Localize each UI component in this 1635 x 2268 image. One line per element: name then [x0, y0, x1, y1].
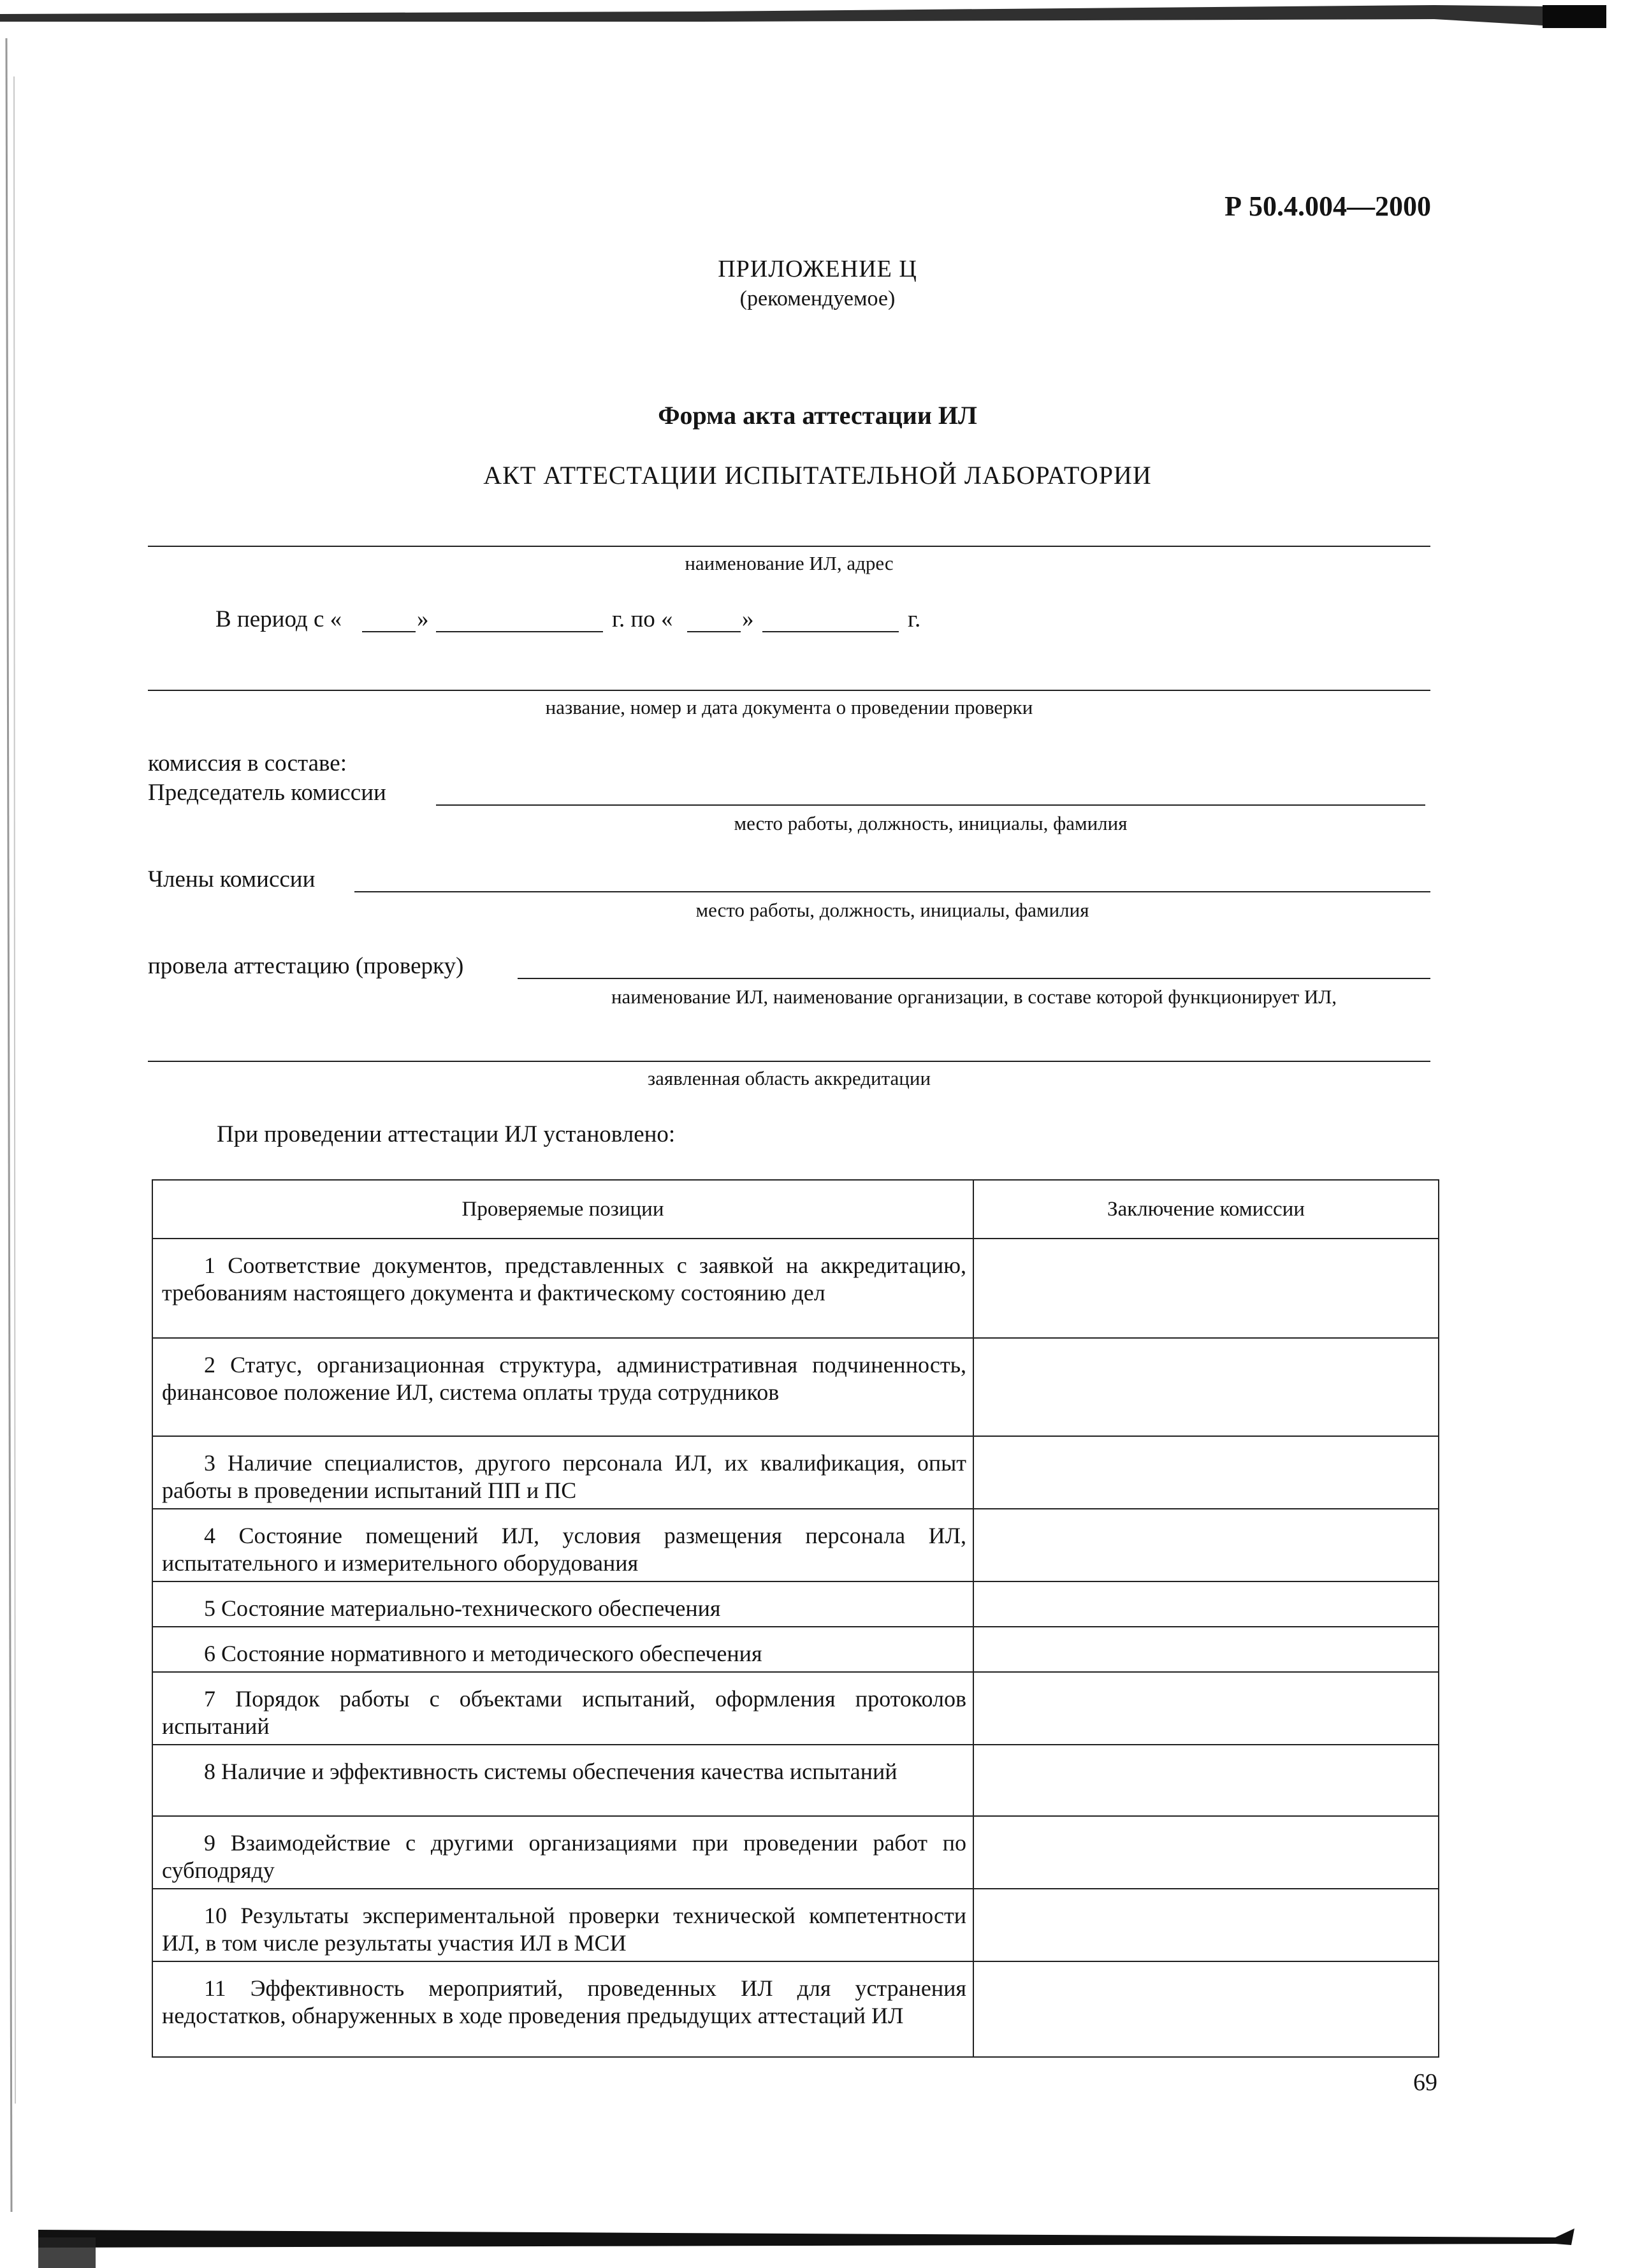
checked-position: 2 Статус, организационная структура, административная подчиненность, финансовое положение ИЛ, система оплаты труда сотрудников	[152, 1338, 973, 1436]
table-row	[152, 1581, 1439, 1627]
period-to-label: г. по «	[612, 606, 673, 632]
column-header-conclusion: Заключение комиссии	[973, 1180, 1439, 1239]
period-month-to-line	[762, 631, 899, 632]
period-month-from-line	[436, 631, 603, 632]
chairman-line	[436, 804, 1425, 806]
intro-text: При проведении аттестации ИЛ установлено:	[217, 1121, 676, 1147]
members-label: Члены комиссии	[148, 866, 316, 892]
table-row	[152, 1889, 1439, 1961]
table-row	[152, 1509, 1439, 1581]
table-row	[152, 1961, 1439, 2057]
chairman-caption: место работы, должность, инициалы, фамилия	[734, 812, 1128, 834]
conducted-line	[518, 978, 1430, 979]
lab-name-line	[148, 546, 1430, 547]
conclusion-cell[interactable]	[973, 1338, 1439, 1436]
period-day-from-line	[362, 631, 416, 632]
appendix-title: ПРИЛОЖЕНИЕ Ц	[718, 256, 917, 282]
conclusion-cell[interactable]	[973, 1745, 1439, 1816]
appendix-status: (рекомендуемое)	[739, 287, 896, 310]
checked-position: 6 Состояние нормативного и методического обеспечения	[152, 1627, 973, 1672]
scan-edge-top	[0, 0, 1635, 32]
act-title: АКТ АТТЕСТАЦИИ ИСПЫТАТЕЛЬНОЙ ЛАБОРАТОРИИ	[483, 461, 1152, 490]
conclusion-cell[interactable]	[973, 1961, 1439, 2057]
checked-position: 1 Соответствие документов, представленных с заявкой на аккредитацию, требованиям настоящего документа и фактическому состоянию дел	[152, 1239, 973, 1338]
checked-position: 11 Эффективность мероприятий, проведенных ИЛ для устранения недостатков, обнаруженных в ходе проведения предыдущих аттестаций ИЛ	[152, 1961, 973, 2057]
period-quote-close: »	[417, 606, 429, 632]
checked-position: 7 Порядок работы с объектами испытаний, оформления протоколов испытаний	[152, 1672, 973, 1745]
checked-position: 9 Взаимодействие с другими организациями при проведении работ по субподряду	[152, 1816, 973, 1889]
conclusion-cell[interactable]	[973, 1581, 1439, 1627]
column-header-positions: Проверяемые позиции	[152, 1180, 973, 1239]
conclusion-cell[interactable]	[973, 1889, 1439, 1961]
conclusion-cell[interactable]	[973, 1509, 1439, 1581]
conducted-caption: наименование ИЛ, наименование организации, в составе которой функционирует ИЛ,	[611, 985, 1337, 1008]
checked-position: 4 Состояние помещений ИЛ, условия размещения персонала ИЛ, испытательного и измерительного оборудования	[152, 1509, 973, 1581]
scan-edge-bottom	[0, 2212, 1635, 2268]
table-row	[152, 1745, 1439, 1816]
conclusion-cell[interactable]	[973, 1627, 1439, 1672]
conclusion-cell[interactable]	[973, 1816, 1439, 1889]
form-title: Форма акта аттестации ИЛ	[658, 401, 977, 430]
document-caption: название, номер и дата документа о проведении проверки	[545, 696, 1033, 718]
conclusion-cell[interactable]	[973, 1436, 1439, 1509]
scan-edge-left	[0, 0, 25, 2268]
lab-name-caption: наименование ИЛ, адрес	[685, 552, 894, 574]
scope-caption: заявленная область аккредитации	[647, 1067, 931, 1089]
table-row	[152, 1239, 1439, 1338]
document-line	[148, 690, 1430, 691]
members-line	[354, 891, 1430, 892]
scope-line	[148, 1061, 1430, 1062]
table-row	[152, 1627, 1439, 1672]
period-day-to-line	[687, 631, 741, 632]
table-row	[152, 1816, 1439, 1889]
table-header-row	[152, 1180, 1439, 1239]
table-row	[152, 1338, 1439, 1436]
checked-position: 10 Результаты экспериментальной проверки технической компетентности ИЛ, в том числе результаты участия ИЛ в МСИ	[152, 1889, 973, 1961]
period-year-label: г.	[908, 606, 921, 632]
checked-position: 3 Наличие специалистов, другого персонала ИЛ, их квалификация, опыт работы в проведении испытаний ПП и ПС	[152, 1436, 973, 1509]
document-code: Р 50.4.004—2000	[1224, 191, 1431, 222]
checked-position: 8 Наличие и эффективность системы обеспечения качества испытаний	[152, 1745, 973, 1816]
page-number: 69	[1413, 2069, 1437, 2096]
checked-position: 5 Состояние материально-технического обеспечения	[152, 1581, 973, 1627]
period-label: В период с «	[215, 606, 342, 632]
members-caption: место работы, должность, инициалы, фамилия	[695, 899, 1089, 921]
conclusion-cell[interactable]	[973, 1239, 1439, 1338]
conducted-label: провела аттестацию (проверку)	[148, 953, 464, 979]
conclusion-cell[interactable]	[973, 1672, 1439, 1745]
commission-label: комиссия в составе:	[148, 750, 347, 776]
table-row	[152, 1436, 1439, 1509]
attestation-table	[152, 1179, 1439, 2058]
chairman-label: Председатель комиссии	[148, 780, 386, 806]
period-quote-close-2: »	[742, 606, 754, 632]
table-row	[152, 1672, 1439, 1745]
